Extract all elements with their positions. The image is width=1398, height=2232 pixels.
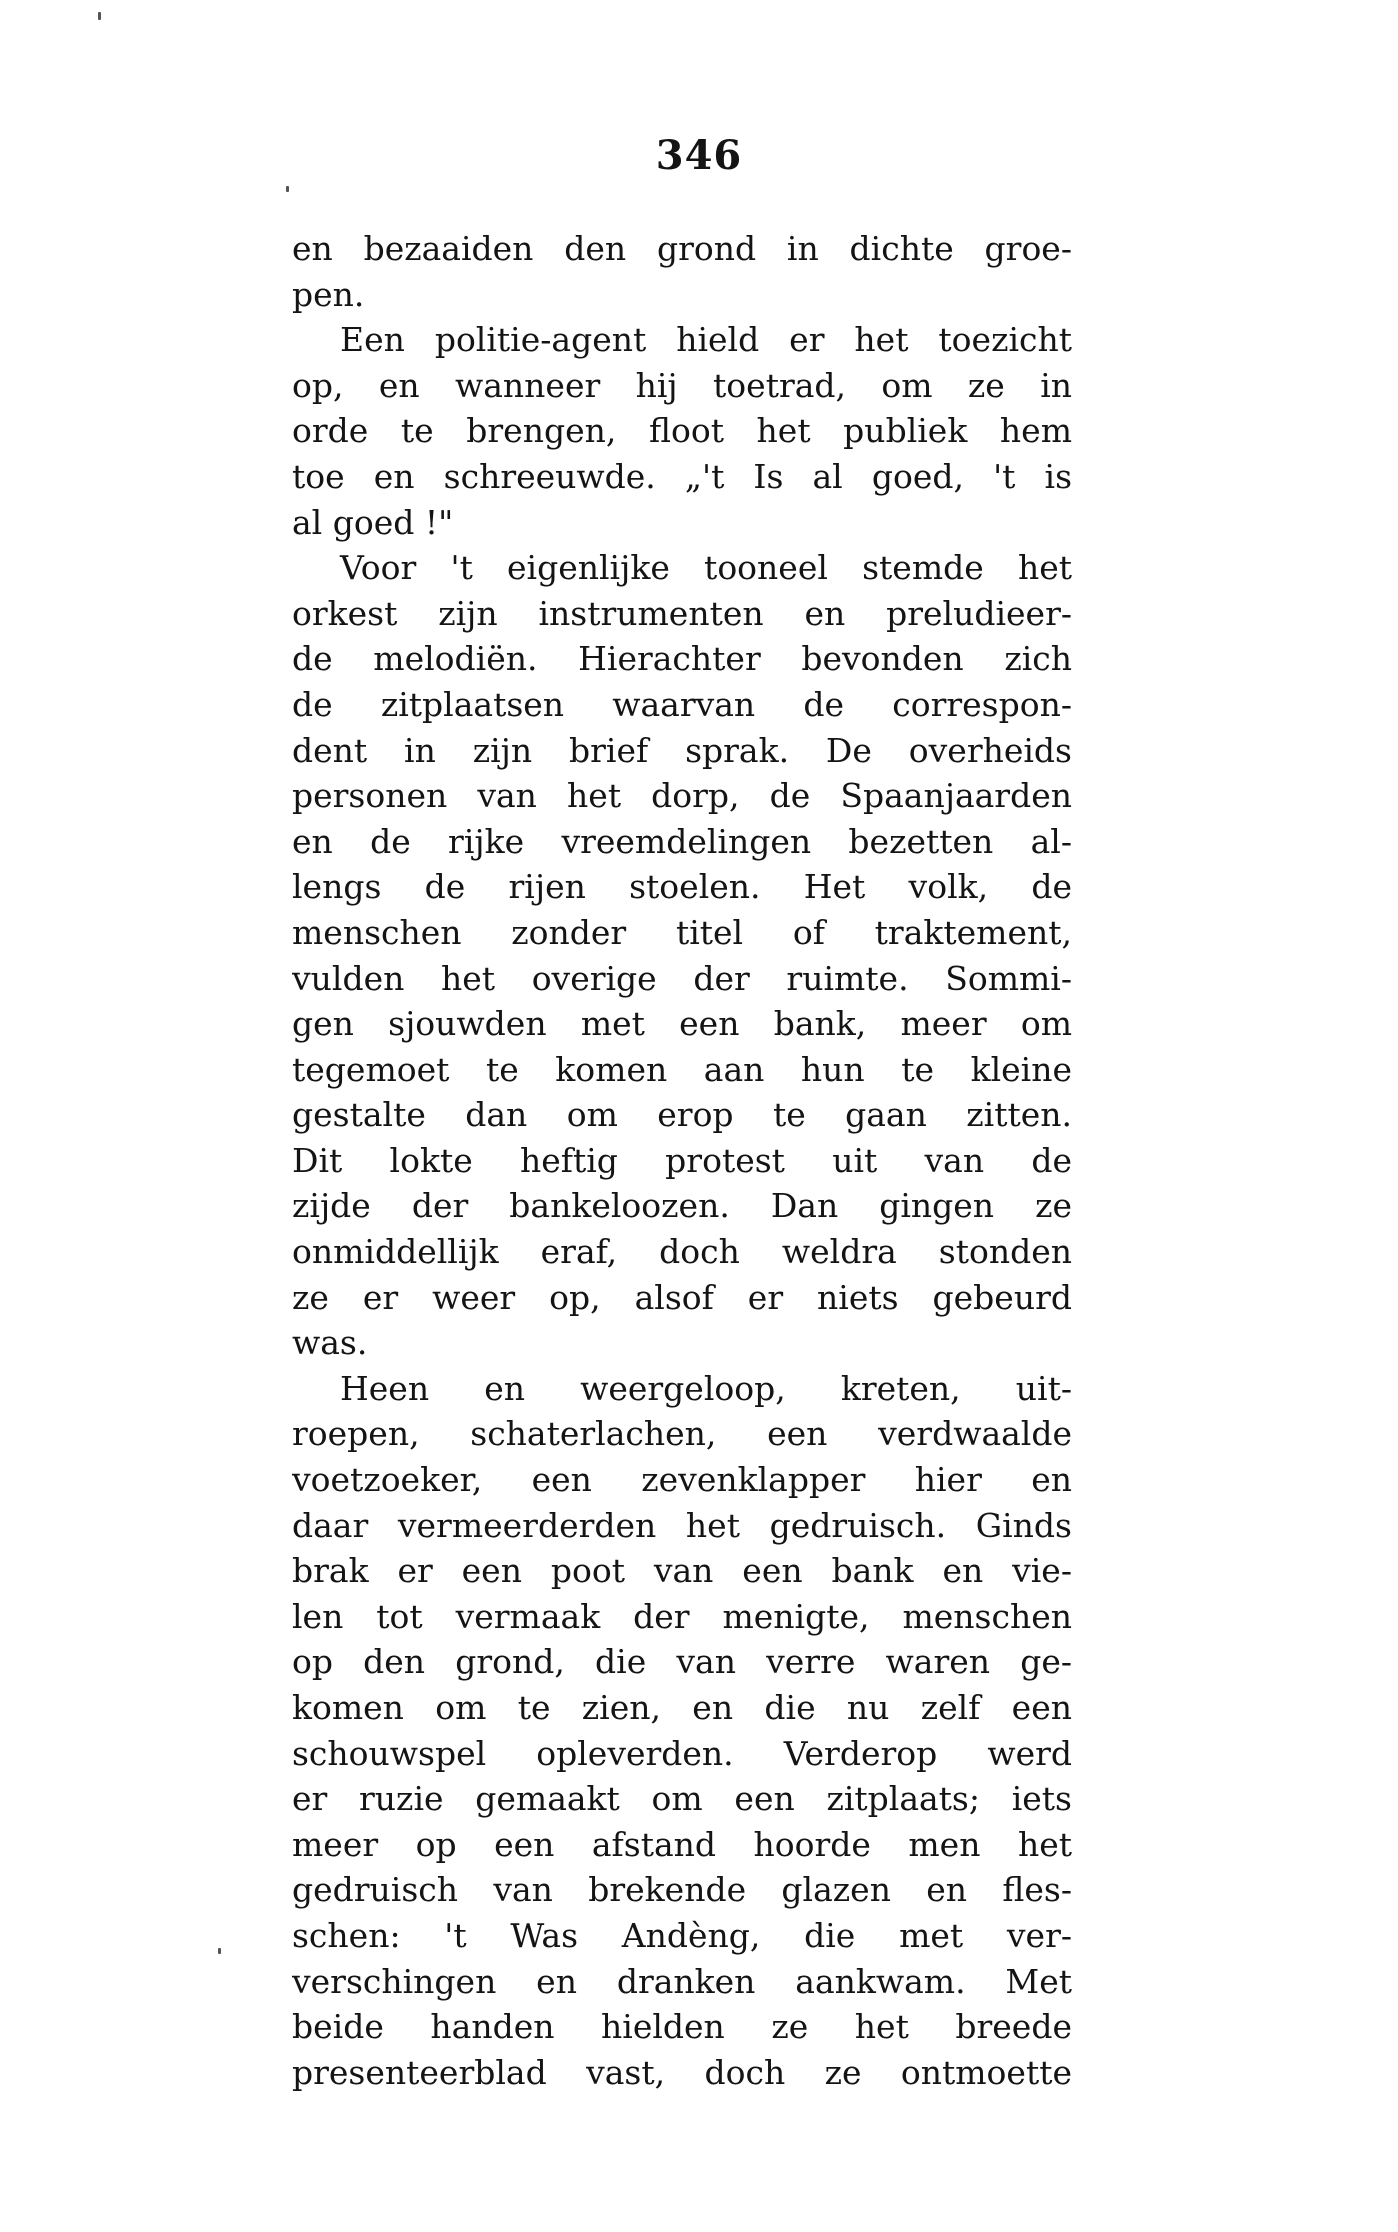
- text-line: onmiddellijk eraf, doch weldra stonden: [292, 1232, 1072, 1272]
- text-line: verschingen en dranken aankwam. Met: [292, 1961, 1072, 2001]
- print-speck: [286, 186, 289, 192]
- text-line: voetzoeker, een zevenklapper hier en: [292, 1460, 1072, 1500]
- text-line: zijde der bankeloozen. Dan gingen ze: [292, 1186, 1072, 1226]
- text-line: roepen, schaterlachen, een verdwaalde: [292, 1414, 1072, 1454]
- text-line: schen: 't Was Andèng, die met ver-: [292, 1915, 1072, 1955]
- print-speck: [98, 12, 101, 20]
- text-line: Voor 't eigenlijke tooneel stemde het: [340, 548, 1072, 588]
- text-line: de zitplaatsen waarvan de correspon-: [292, 684, 1072, 724]
- text-line: op, en wanneer hij toetrad, om ze in: [292, 365, 1072, 405]
- text-line: al goed !": [292, 502, 454, 542]
- print-speck: [218, 1948, 221, 1954]
- text-line: gestalte dan om erop te gaan zitten.: [292, 1095, 1072, 1135]
- text-line: vulden het overige der ruimte. Sommi-: [292, 958, 1072, 998]
- text-line: de melodiën. Hierachter bevonden zich: [292, 639, 1072, 679]
- text-line: presenteerblad vast, doch ze ontmoette: [292, 2052, 1072, 2092]
- text-line: toe en schreeuwde. „'t Is al goed, 't is: [292, 456, 1072, 496]
- text-line: er ruzie gemaakt om een zitplaats; iets: [292, 1779, 1072, 1819]
- text-line: daar vermeerderden het gedruisch. Ginds: [292, 1505, 1072, 1545]
- text-line: pen.: [292, 274, 365, 314]
- text-line: brak er een poot van een bank en vie-: [292, 1551, 1072, 1591]
- text-line: schouwspel opleverden. Verderop werd: [292, 1733, 1072, 1773]
- text-line: lengs de rijen stoelen. Het volk, de: [292, 867, 1072, 907]
- text-line: Een politie-agent hield er het toezicht: [340, 320, 1072, 360]
- page-number: 346: [655, 132, 743, 179]
- text-line: en de rijke vreemdelingen bezetten al-: [292, 821, 1072, 861]
- text-line: tegemoet te komen aan hun te kleine: [292, 1049, 1072, 1089]
- text-line: gen sjouwden met een bank, meer om: [292, 1004, 1072, 1044]
- text-line: len tot vermaak der menigte, menschen: [292, 1596, 1072, 1636]
- text-line: meer op een afstand hoorde men het: [292, 1824, 1072, 1864]
- text-line: Dit lokte heftig protest uit van de: [292, 1140, 1072, 1180]
- text-line: en bezaaiden den grond in dichte groe-: [292, 229, 1072, 268]
- text-line: was.: [292, 1323, 368, 1363]
- text-line: orde te brengen, floot het publiek hem: [292, 411, 1072, 451]
- text-line: Heen en weergeloop, kreten, uit-: [340, 1368, 1072, 1408]
- text-line: komen om te zien, en die nu zelf een: [292, 1688, 1072, 1727]
- text-line: gedruisch van brekende glazen en fles-: [292, 1870, 1072, 1910]
- body-text: [292, 226, 1072, 2095]
- text-line: ze er weer op, alsof er niets gebeurd: [292, 1277, 1072, 1317]
- text-line: dent in zijn brief sprak. De overheids: [292, 730, 1072, 770]
- text-line: personen van het dorp, de Spaanjaarden: [292, 776, 1072, 816]
- text-line: beide handen hielden ze het breede: [292, 2007, 1072, 2047]
- text-line: orkest zijn instrumenten en preludieer-: [292, 593, 1072, 633]
- text-line: menschen zonder titel of traktement,: [292, 912, 1072, 952]
- text-line: op den grond, die van verre waren ge-: [292, 1642, 1072, 1682]
